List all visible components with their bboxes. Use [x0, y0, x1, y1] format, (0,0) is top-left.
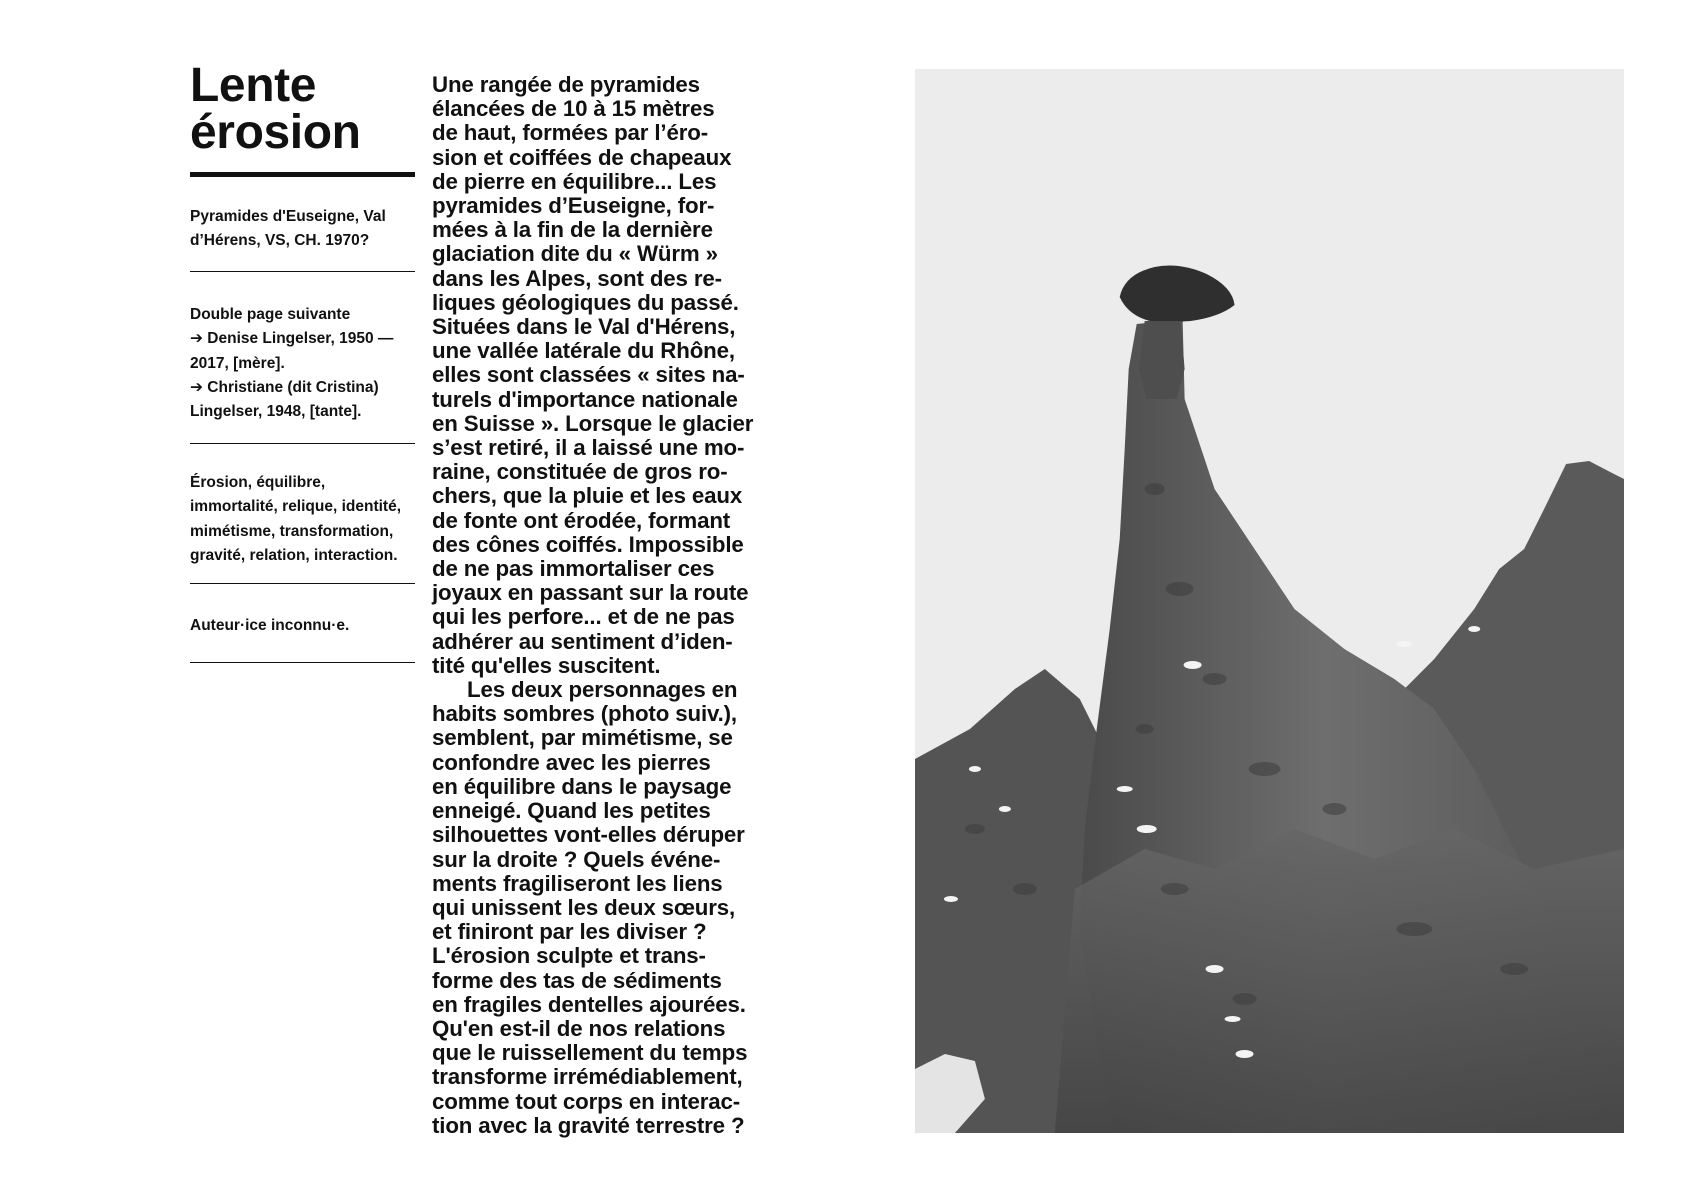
article-line: transforme irrémédiablement,: [432, 1064, 743, 1090]
article-line: Une rangée de pyramides: [432, 72, 700, 97]
caption-divider: [190, 271, 415, 272]
article-line: en fragiles dentelles ajourées.: [432, 991, 746, 1017]
article-body: [432, 73, 784, 1138]
article-paragraph-2: [432, 678, 784, 1138]
article-line: L'érosion sculpte et trans-: [432, 943, 706, 969]
article-line: en équilibre dans le paysage: [432, 773, 732, 799]
article-line: elles sont classées « sites na-: [432, 362, 745, 388]
article-line: dans les Alpes, sont des re-: [432, 265, 722, 291]
article-line: liques géologiques du passé.: [432, 289, 739, 315]
page-title: Lente érosion: [190, 59, 361, 159]
article-line: habits sombres (photo suiv.),: [432, 701, 737, 727]
article-line: comme tout corps en interac-: [432, 1088, 741, 1114]
next-spread-heading: Double page suivante: [190, 305, 351, 323]
next-spread-item: ➔ Denise Lingelser, 1950 — 2017, [mère].: [190, 330, 394, 372]
pyramid-neck: [1139, 321, 1185, 399]
author-credit: Auteur·ice inconnu·e.: [190, 617, 350, 635]
article-line: tité qu'elles suscitent.: [432, 652, 661, 678]
author-divider: [190, 662, 415, 663]
article-line: de pierre en équilibre... Les: [432, 168, 717, 194]
article-line: joyaux en passant sur la route: [432, 580, 749, 606]
keywords: Érosion, équilibre, immortalité, relique, identité, mimétisme, transformation, gravité, relation, interaction.: [190, 473, 402, 565]
article-line: glaciation dite du « Würm »: [432, 241, 718, 267]
article-line: de ne pas immortaliser ces: [432, 556, 715, 582]
next-spread-item: ➔ Christiane (dit Cristina) Lingelser, 1948, [tante].: [190, 379, 379, 421]
next-spread-divider: [190, 443, 415, 444]
sidebar: [190, 59, 415, 663]
keywords-divider: [190, 583, 415, 584]
article-line: sur la droite ? Quels événe-: [432, 846, 721, 872]
article-line: chers, que la pluie et les eaux: [432, 483, 743, 509]
article-line: adhérer au sentiment d’iden-: [432, 628, 733, 654]
article-line: Qu'en est-il de nos relations: [432, 1015, 726, 1041]
article-line: que le ruissellement du temps: [432, 1040, 748, 1066]
article-line: turels d'importance nationale: [432, 386, 738, 412]
article-line: sion et coiffées de chapeaux: [432, 144, 732, 170]
article-line: de fonte ont érodée, formant: [432, 507, 731, 533]
article-line: qui les perfore... et de ne pas: [432, 604, 735, 630]
earth-pyramid-illustration: [915, 69, 1624, 1133]
article-line: Situées dans le Val d'Hérens,: [432, 314, 736, 340]
article-line: confondre avec les pierres: [432, 749, 711, 775]
article-line: une vallée latérale du Rhône,: [432, 338, 735, 364]
article-line: ments fragiliseront les liens: [432, 870, 723, 896]
article-line: semblent, par mimétisme, se: [432, 725, 733, 751]
article-line: enneigé. Quand les petites: [432, 798, 711, 824]
foreground-mass: [1055, 829, 1624, 1133]
article-line: de haut, formées par l’éro-: [432, 120, 708, 146]
article-line: forme des tas de sédiments: [432, 967, 722, 993]
title-divider: [190, 172, 415, 177]
next-spread-note: [190, 303, 415, 425]
article-line: des cônes coiffés. Impossible: [432, 531, 744, 557]
article-paragraph-1: [432, 73, 784, 678]
article-line: tion avec la gravité terrestre ?: [432, 1112, 745, 1138]
article-line: pyramides d’Euseigne, for-: [432, 193, 715, 219]
article-line: élancées de 10 à 15 mètres: [432, 96, 715, 122]
earth-pyramid-photo: [915, 69, 1624, 1133]
article-line: raine, constituée de gros ro-: [432, 459, 728, 485]
article-line: qui unissent les deux sœurs,: [432, 894, 736, 920]
article-line: mées à la fin de la dernière: [432, 217, 713, 243]
article-line: en Suisse ». Lorsque le glacier: [432, 410, 754, 436]
article-line: s’est retiré, il a laissé une mo-: [432, 435, 745, 461]
photo-caption: Pyramides d'Euseigne, Val d’Hérens, VS, CH. 1970?: [190, 208, 386, 250]
article-line: silhouettes vont-elles déruper: [432, 822, 745, 848]
article-line: Les deux personnages en: [467, 677, 738, 703]
article-line: et finiront par les diviser ?: [432, 919, 707, 945]
